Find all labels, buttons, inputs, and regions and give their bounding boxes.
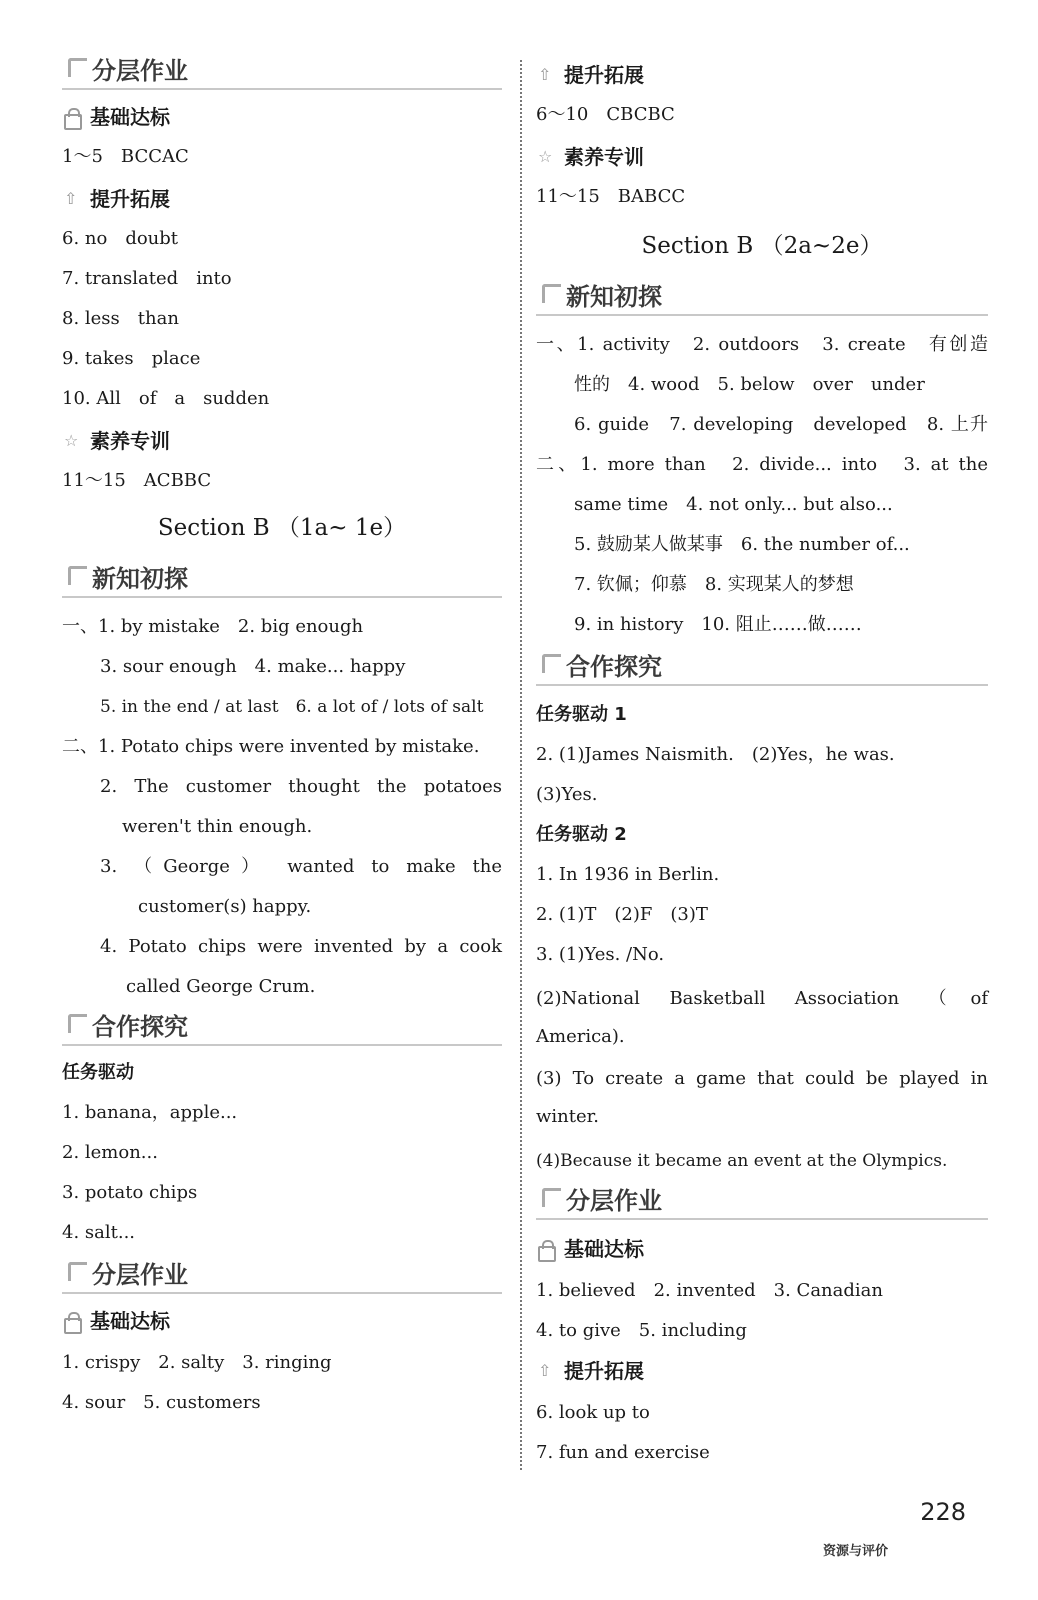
answer-line: 2. (1)James Naismith. (2)Yes，he was. <box>536 744 895 765</box>
answer-line: 2. The customer thought the potatoes <box>100 776 502 797</box>
answer-line: 1. banana，apple... <box>62 1102 238 1123</box>
star-icon: ☆ <box>538 147 553 166</box>
answer-line: 6. no doubt <box>62 228 179 249</box>
answer-line: 9. in history 10. 阻止……做…… <box>574 614 862 635</box>
subheading-basic: 基础达标 <box>536 1234 988 1264</box>
answer-line: 4. salt... <box>62 1222 136 1243</box>
answer-line: 二、1. more than 2. divide... into 3. at the <box>536 454 988 475</box>
section-heading: 分层作业 <box>62 54 502 90</box>
column-divider <box>520 60 522 1470</box>
answer-line: 3. sour enough 4. make... happy <box>100 656 406 677</box>
subheading-literacy: ☆ 素养专训 <box>64 429 170 453</box>
section-heading: 分层作业 <box>62 1258 502 1294</box>
section-title: Section B （1a~ 1e） <box>157 515 407 541</box>
answer-line: 7. fun and exercise <box>536 1442 710 1463</box>
answer-line: (3)Yes. <box>536 784 598 805</box>
subheading-extend: ⇧ 提升拓展 <box>538 1359 644 1383</box>
section-heading: 新知初探 <box>62 562 502 598</box>
bookmark-icon <box>68 1262 87 1281</box>
answer-line: 8. less than <box>62 308 179 329</box>
section-heading: 合作探究 <box>536 650 988 686</box>
answer-line: 4. sour 5. customers <box>62 1392 261 1413</box>
bookmark-icon <box>542 654 561 673</box>
answer-line: 性的 4. wood 5. below over under <box>574 374 925 395</box>
star-icon: ☆ <box>64 431 79 450</box>
bookmark-icon <box>68 566 87 585</box>
bookmark-icon <box>542 1188 561 1207</box>
subheading-basic: 基础达标 <box>62 1306 502 1336</box>
answer-line: customer(s) happy. <box>138 896 312 917</box>
lock-icon <box>538 1246 556 1262</box>
answer-line: 1～5 BCCAC <box>62 146 189 167</box>
answer-line: 10. All of a sudden <box>62 388 270 409</box>
answer-line: 二、1. Potato chips were invented by mistake. <box>62 736 480 757</box>
answer-line: 5. 鼓励某人做某事 6. the number of... <box>574 534 910 555</box>
answer-line: 4. Potato chips were invented by a cook <box>100 936 502 957</box>
answer-line: 一、1. by mistake 2. big enough <box>62 616 364 637</box>
answer-line: (3) To create a game that could be played in <box>536 1068 988 1089</box>
answer-line: 6. guide 7. developing developed 8. 上升 <box>574 414 988 435</box>
section-heading: 分层作业 <box>536 1184 988 1220</box>
answer-line: called George Crum. <box>126 976 316 997</box>
answer-line: 2. lemon... <box>62 1142 158 1163</box>
answer-line: 9. takes place <box>62 348 201 369</box>
lock-icon <box>64 1318 82 1334</box>
answer-line: 3. （George） wanted to make the <box>100 856 502 877</box>
answer-line: weren't thin enough. <box>122 816 313 837</box>
answer-line: (4)Because it became an event at the Olympics. <box>536 1151 948 1171</box>
section-heading: 新知初探 <box>536 280 988 316</box>
footer-label: 资源与评价 <box>822 1544 888 1559</box>
up-arrow-icon: ⇧ <box>538 65 552 84</box>
subheading-extend: ⇧ 提升拓展 <box>538 63 644 87</box>
page-number: 228 <box>920 1498 966 1526</box>
answer-line: 7. translated into <box>62 268 232 289</box>
answer-line: America). <box>536 1026 625 1047</box>
section-title: Section B （2a~2e） <box>641 233 883 259</box>
bookmark-icon <box>68 1014 87 1033</box>
answer-line: 11～15 ACBBC <box>62 470 212 491</box>
answer-line: same time 4. not only... but also... <box>574 494 893 515</box>
subheading-extend: ⇧ 提升拓展 <box>64 187 170 211</box>
lock-icon <box>64 114 82 130</box>
answer-line: (2)National Basketball Association （of <box>536 988 988 1009</box>
bookmark-icon <box>542 284 561 303</box>
answer-line: 1. believed 2. invented 3. Canadian <box>536 1280 883 1301</box>
answer-line: 4. to give 5. including <box>536 1320 747 1341</box>
answer-line: 一、1. activity 2. outdoors 3. create 有创造 <box>536 334 988 355</box>
answer-line: winter. <box>536 1106 599 1127</box>
up-arrow-icon: ⇧ <box>64 189 78 208</box>
section-heading: 合作探究 <box>62 1010 502 1046</box>
task-heading: 任务驱动 1 <box>536 704 627 725</box>
task-heading: 任务驱动 2 <box>536 824 627 845</box>
answer-line: 3. potato chips <box>62 1182 198 1203</box>
subheading-basic: 基础达标 <box>62 102 502 132</box>
answer-line: 2. (1)T (2)F (3)T <box>536 904 708 925</box>
answer-line: 6. look up to <box>536 1402 650 1423</box>
answer-line: 5. in the end / at last 6. a lot of / lots of salt <box>100 697 484 717</box>
answer-line: 1. In 1936 in Berlin. <box>536 864 720 885</box>
answer-line: 1. crispy 2. salty 3. ringing <box>62 1352 332 1373</box>
up-arrow-icon: ⇧ <box>538 1361 552 1380</box>
answer-line: 3. (1)Yes. /No. <box>536 944 665 965</box>
subheading-literacy: ☆ 素养专训 <box>538 145 644 169</box>
answer-line: 6～10 CBCBC <box>536 104 675 125</box>
task-heading: 任务驱动 <box>62 1062 134 1083</box>
answer-line: 7. 钦佩；仰慕 8. 实现某人的梦想 <box>574 574 854 595</box>
bookmark-icon <box>68 58 87 77</box>
answer-line: 11～15 BABCC <box>536 186 686 207</box>
